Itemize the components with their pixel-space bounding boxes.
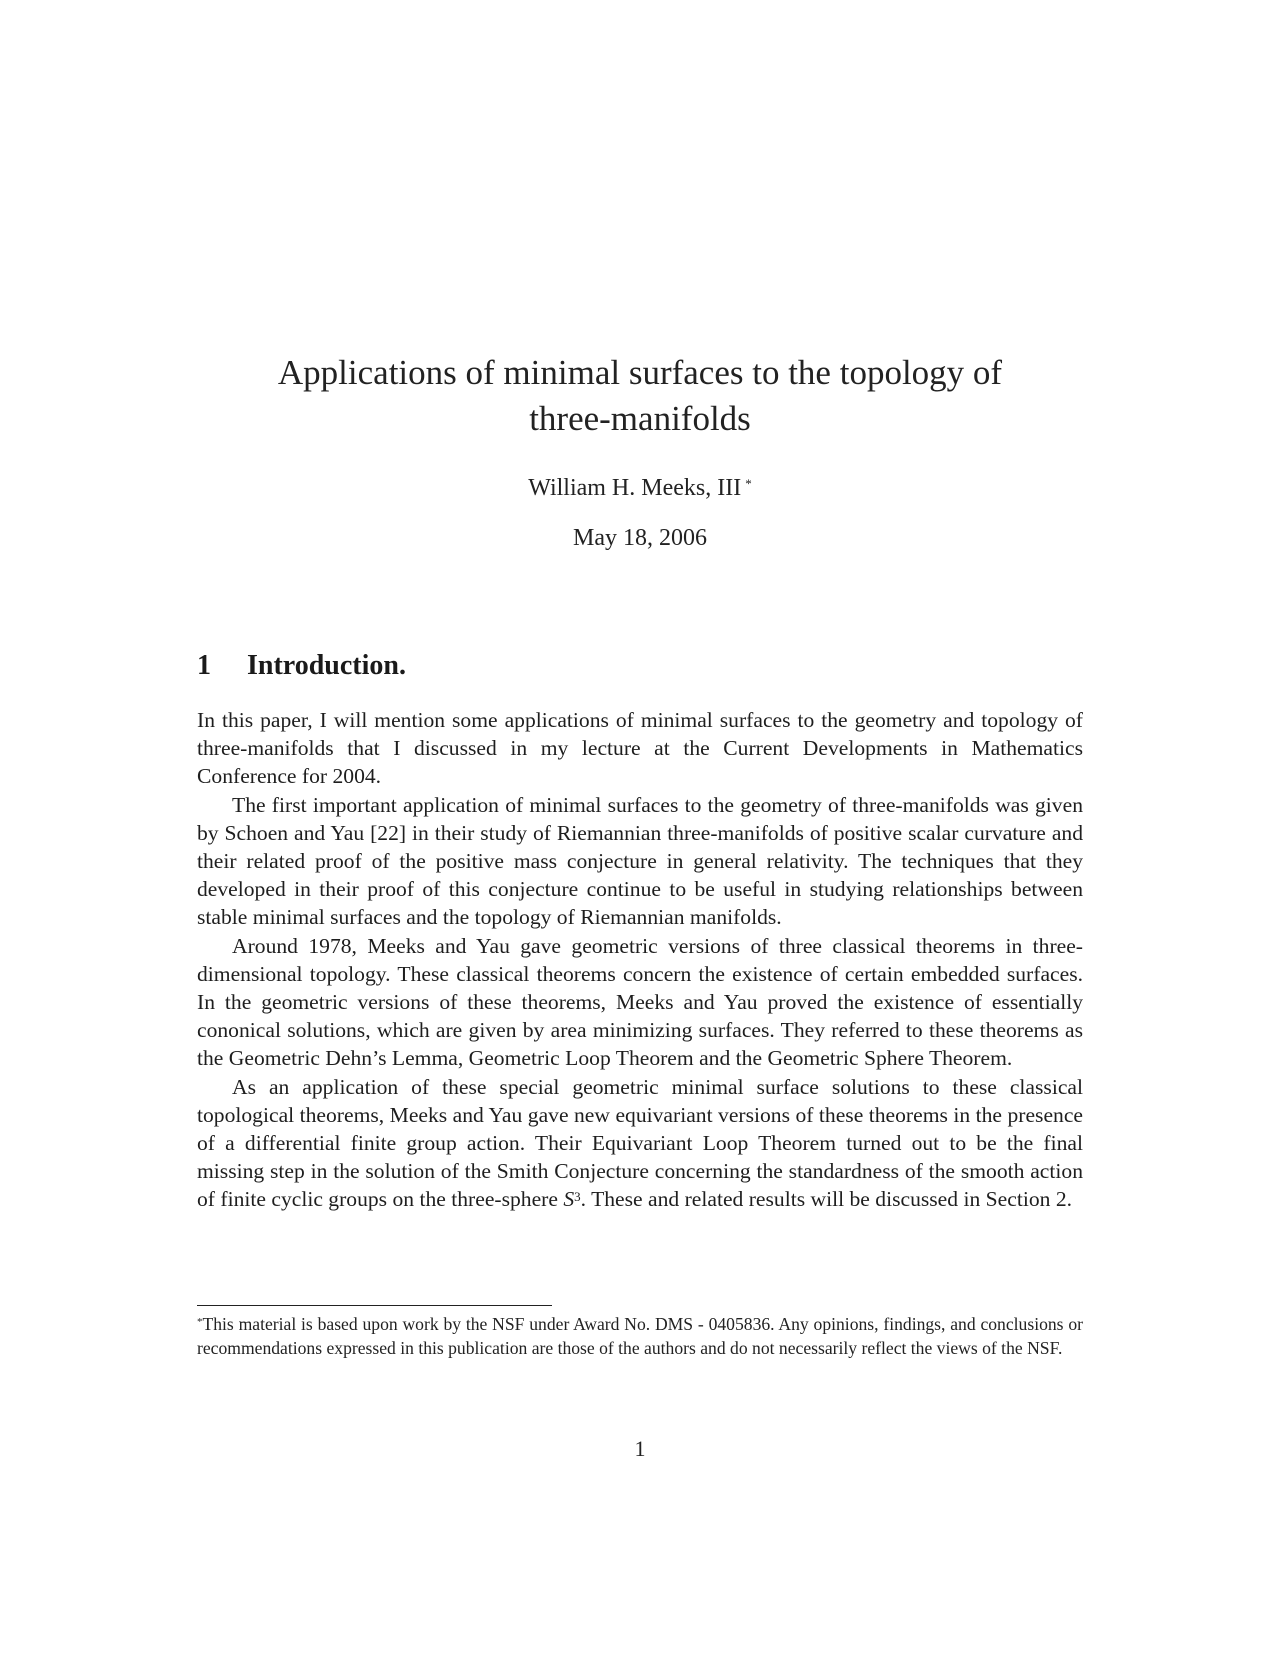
author-name: William H. Meeks, III xyxy=(528,475,742,501)
section-body xyxy=(197,706,1083,1214)
footnote-text: This material is based upon work by the NSF under Award No. DMS - 0405836. Any opinions, findings, and conclusions or recommendations expressed in this publication are those of the authors and do not necessarily reflect the views of the NSF. xyxy=(197,1314,1083,1358)
math-exponent: 3 xyxy=(574,1189,581,1205)
paper-title xyxy=(197,350,1083,442)
paragraph-4-text-before: As an application of these special geometric minimal surface solutions to these classical topological theorems, Meeks and Yau gave new equivariant versions of these theorems in the presence of a differential finite group action. Their Equivariant Loop Theorem turned out to be the final missing step in the solution of the Smith Conjecture concerning the standardness of the smooth action of finite cyclic groups on the three-sphere xyxy=(197,1074,1083,1212)
paper-title-line-2: three-manifolds xyxy=(529,399,751,438)
footnote-mark: * xyxy=(197,1316,203,1328)
paragraph-1: In this paper, I will mention some applications of minimal surfaces to the geometry and topology of three-manifolds that I discussed in my lecture at the Current Developments in Mathematics Conference for 2004. xyxy=(197,708,1083,789)
math-symbol-s: S xyxy=(563,1187,575,1212)
section-number: 1 xyxy=(197,650,211,681)
section-heading xyxy=(197,649,406,683)
page-number: 1 xyxy=(634,1436,646,1461)
author-line xyxy=(197,474,1083,502)
footnote xyxy=(197,1313,1083,1360)
section-title: Introduction. xyxy=(247,650,406,681)
paragraph-3: Around 1978, Meeks and Yau gave geometric versions of three classical theorems in three-dimensional topology. These classical theorems concern the existence of certain embedded surfaces. In the geometric versions of these theorems, Meeks and Yau proved the existence of essentially cononical solutions, which are given by area minimizing surfaces. They referred to these theorems as the Geometric Dehn’s Lemma, Geometric Loop Theorem and the Geometric Sphere Theorem. xyxy=(197,933,1083,1071)
paper-date: May 18, 2006 xyxy=(573,525,707,551)
footnote-divider xyxy=(197,1305,552,1306)
paper-title-line-1: Applications of minimal surfaces to the topology of xyxy=(277,353,1003,392)
paragraph-4 xyxy=(197,1073,1083,1214)
author-footnote-mark: * xyxy=(745,476,752,491)
paragraph-2: The first important application of minimal surfaces to the geometry of three-manifolds was given by Schoen and Yau [22] in their study of Riemannian three-manifolds of positive scalar curvature and their related proof of the positive mass conjecture in general relativity. The techniques that they developed in their proof of this conjecture continue to be useful in studying relationships between stable minimal surfaces and the topology of Riemannian manifolds. xyxy=(197,792,1083,930)
paragraph-4-text-after: . These and related results will be discussed in Section 2. xyxy=(580,1187,1073,1212)
